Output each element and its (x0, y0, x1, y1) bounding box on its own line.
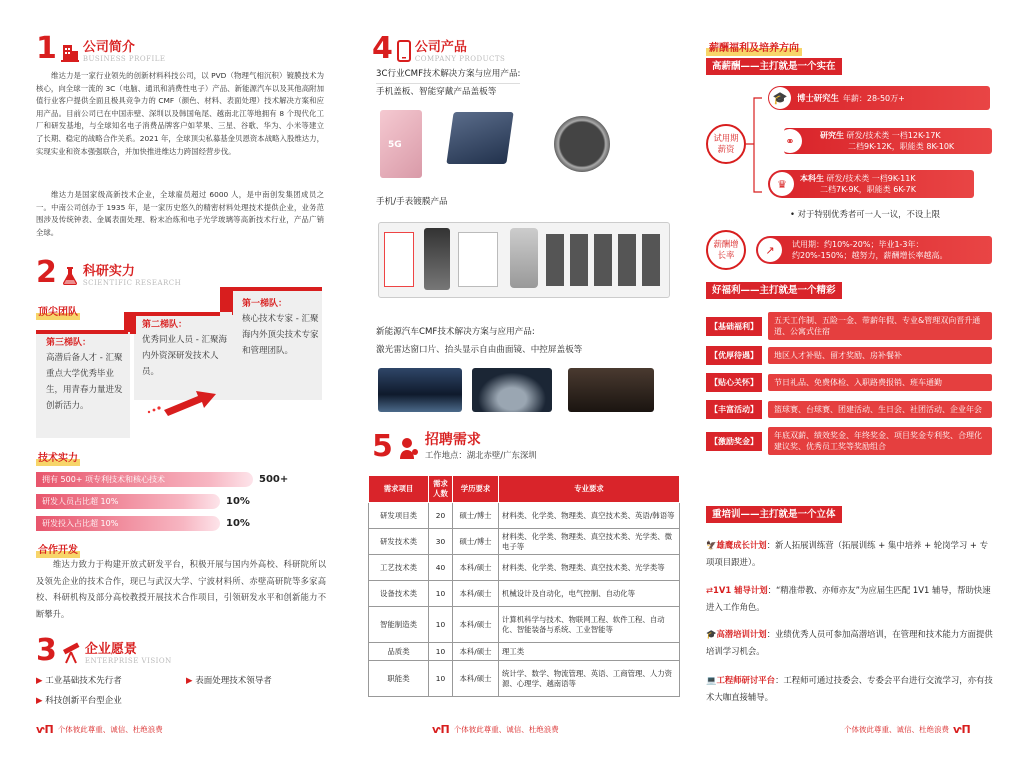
dashboard-image (568, 368, 654, 412)
building-icon (61, 42, 79, 62)
table-row (369, 661, 680, 697)
table-cell: 10 (429, 581, 453, 607)
recruit-header (372, 429, 537, 464)
recruit-location: 工作地点：湖北赤壁/广东深圳 (424, 450, 537, 460)
sol1-title: 3C行业CMF技术解决方案与应用产品: (376, 68, 520, 84)
sol1-items: 手机盖板、智能穿戴产品盖板等 (376, 87, 497, 97)
trophy-icon: ♛ (770, 172, 794, 196)
table-cell: 职能类 (369, 661, 429, 697)
section-subtitle: BUSINESS PROFILE (82, 55, 166, 63)
section-title: 公司产品 (414, 40, 467, 55)
column-left (0, 0, 340, 759)
tier-2: 第二梯队： 优秀同业人员 - 汇聚海内外资深研发技术人员。 (142, 320, 227, 377)
table-cell: 本科/硕士 (453, 643, 499, 661)
table-cell: 材料类、化学类、物理类、真空技术类、英语/韩语等 (499, 503, 680, 529)
table-cell: 20 (429, 503, 453, 529)
table-cell: 本科/硕士 (453, 661, 499, 697)
table-cell: 材料类、化学类、物理类、真空技术类、光学类、微电子等 (499, 529, 680, 555)
company-paragraph-2: 维达力是国家级高新技术企业，全球雇员超过 6000 人，是中南创发集团成员之一。中南公司创办于 1935 年，是一家历史悠久的精密材料处理技术提供企业，业务范围涉及传统钟表、金属表面处理、粉末冶炼和电子光学玻璃等高新技术行业，产品广销全球。 (36, 190, 324, 237)
vision-item: ▶ 表面处理技术领导者 (186, 676, 272, 686)
table-cell: 工艺技术类 (369, 555, 429, 581)
vision-header (36, 633, 172, 668)
bracket-icon (746, 96, 764, 194)
table-cell: 10 (429, 607, 453, 643)
table-row (369, 503, 680, 529)
master-salary: ⚭ 研究生 研发/技术类 一档12K-17K 二档9K-12K，职能类 8K-10K (784, 128, 992, 154)
training-item: 💻工程师研讨平台：工程师可通过技委会、专委会平台进行交流学习，亦有技术大咖直接辅导。 (706, 672, 996, 706)
telescope-icon (61, 642, 81, 664)
sol3-items: 激光雷达窗口片、抬头显示自由曲面镜、中控屏盖板等 (376, 345, 583, 355)
salary-note: • 对于特别优秀者可一人一议，不设上限 (790, 209, 940, 219)
person-icon (399, 436, 419, 460)
section-title: 招聘需求 (424, 432, 481, 448)
section-subtitle: SCIENTIFIC RESEARCH (82, 279, 182, 287)
table-cell: 理工类 (499, 643, 680, 661)
triangle-bullet-icon: ▶ (186, 676, 193, 686)
table-cell: 设备技术类 (369, 581, 429, 607)
table-header: 需求项目 (369, 476, 429, 503)
table-cell: 材料类、化学类、物理类、真空技术类、光学类等 (499, 555, 680, 581)
car-image (472, 368, 552, 412)
phd-salary: 🎓 博士研究生 年薪：28-50万+ (768, 86, 990, 110)
table-cell: 机械设计及自动化，电气控制、自动化等 (499, 581, 680, 607)
table-row (369, 555, 680, 581)
section-number: 5 (372, 429, 393, 464)
table-cell: 10 (429, 661, 453, 697)
benefit-item: 【贴心关怀】 节日礼品、免费体检、入职路费报销、班车通勤 (706, 373, 992, 392)
tech-bar (36, 512, 326, 534)
team-tag: 顶尖团队 (38, 307, 78, 318)
tech-bar (36, 490, 326, 512)
bachelor-salary: ♛ 本科生 研发/技术类 一档9K-11K 二档7K-9K，职能类 6K-7K (768, 170, 974, 198)
vtl-logo-icon: ⱱΠ (36, 723, 54, 736)
tech-tag: 技术实力 (38, 453, 78, 464)
coop-text: 维达力致力于构建开放式研发平台，积极开展与国内外高校、科研院所以及领先企业的技术合作，现已与武汉大学、宁波材料所、赤壁高研院等多家高校、科研机构及部分高校教授开展技术合作项目，引领研发水平和创新能力不断攀升。 (36, 559, 326, 619)
tech-bars (36, 468, 326, 534)
table-cell: 本科/硕士 (453, 581, 499, 607)
tech-bar-fill: 研发人员占比超 10% (36, 494, 220, 509)
research-header (36, 255, 182, 290)
diagram-box-icon (384, 232, 414, 287)
arrow-up-icon (146, 388, 220, 420)
table-row (369, 643, 680, 661)
triangle-bullet-icon: ▶ (36, 696, 43, 706)
table-cell: 研发项目类 (369, 503, 429, 529)
tech-bar-fill: 研发投入占比超 10% (36, 516, 220, 531)
table-row (369, 529, 680, 555)
tech-bar-value: 500+ (259, 473, 289, 485)
growth-badge: 薪酬增长率 (706, 230, 746, 270)
section-subtitle: COMPANY PRODUCTS (414, 55, 506, 63)
section-title: 科研实力 (82, 264, 135, 279)
graduation-cap-icon: 🎓 (706, 629, 717, 639)
tier-3: 第三梯队： 高潜后备人才 - 汇聚重点大学优秀毕业生，用青春力量进发创新活力。 (46, 338, 123, 411)
tablet-image (446, 112, 513, 164)
tier-1: 第一梯队： 核心技术专家 - 汇聚海内外顶尖技术专家和管理团队。 (242, 299, 319, 356)
table-header-row (369, 476, 680, 503)
mentor-icon: ⇄ (706, 585, 714, 595)
section-number: 1 (36, 31, 57, 66)
table-cell: 本科/硕士 (453, 555, 499, 581)
triangle-bullet-icon: ▶ (36, 676, 43, 686)
column-middle (340, 0, 684, 759)
diagram-phone-icon (424, 228, 450, 290)
tier-1-line (232, 287, 322, 291)
lidar-image (378, 368, 462, 412)
table-cell: 硕士/博士 (453, 503, 499, 529)
watch-image (554, 116, 610, 172)
company-header (36, 31, 166, 66)
section-number: 2 (36, 255, 57, 290)
recruit-table (368, 475, 680, 697)
handshake-icon: ⚭ (778, 129, 802, 153)
tier-2-line (134, 312, 220, 316)
table-cell: 品质类 (369, 643, 429, 661)
training-title: 重培训——主打就是一个立体 (706, 506, 842, 523)
table-cell: 智能制造类 (369, 607, 429, 643)
tech-bar-value: 10% (226, 495, 250, 507)
graduation-cap-icon: 🎓 (769, 87, 791, 109)
diagram-strap-icon (510, 228, 538, 288)
laptop-icon: 💻 (706, 675, 717, 685)
footer-right: 个体彼此尊重、诚信、杜绝浪费 ⱱΠ (844, 723, 971, 736)
sol3-title: 新能源汽车CMF技术解决方案与应用产品: (376, 327, 535, 337)
vtl-logo-icon: ⱱΠ (953, 723, 971, 736)
benefit-item: 【激励奖金】 年底双薪、绩效奖金、年终奖金、项目奖金专利奖、合理化建议奖、优秀员工奖等奖励组合 (706, 427, 992, 455)
table-header: 学历要求 (453, 476, 499, 503)
trial-salary-badge: 试用期薪资 (706, 124, 746, 164)
eagle-icon: 🦅 (706, 540, 717, 550)
welfare-title: 薪酬福利及培养方向 (706, 36, 802, 56)
training-item: 🎓高潜培训计划：业绩优秀人员可参加高潜培训，在管理和技术能力方面提供培训学习机会。 (706, 626, 996, 660)
benefit-item: 【丰富活动】 篮球赛、台球赛、团建活动、生日会、社团活动、企业年会 (706, 400, 992, 419)
vision-item: ▶ 工业基础技术先行者 (36, 676, 122, 686)
table-cell: 研发技术类 (369, 529, 429, 555)
table-header: 专业要求 (499, 476, 680, 503)
benefit-item: 【基础福利】 五天工作制、五险一金、带薪年假、专业&管理双向晋升通道、公寓式住宿 (706, 312, 992, 340)
benefit-list (706, 312, 992, 455)
section-subtitle: ENTERPRISE VISION (84, 657, 172, 665)
tier-1-step (220, 287, 233, 315)
vtl-logo-icon: ⱱΠ (432, 723, 450, 736)
table-cell: 本科/硕士 (453, 607, 499, 643)
section-number: 3 (36, 633, 57, 668)
phone-5g-badge: 5G (388, 140, 402, 150)
table-cell: 硕士/博士 (453, 529, 499, 555)
table-row (369, 581, 680, 607)
sol2-title: 手机/手表镀膜产品 (376, 197, 448, 207)
diagram-watches-icon (546, 234, 666, 286)
tier-3-line (36, 330, 128, 334)
tech-bar (36, 468, 326, 490)
table-cell: 30 (429, 529, 453, 555)
products-header (372, 31, 506, 66)
chart-growth-icon: ↗ (758, 238, 782, 262)
section-title: 公司简介 (82, 40, 135, 55)
table-cell: 10 (429, 643, 453, 661)
table-cell: 计算机科学与技术、物联网工程、软件工程、自动化、智能装备与系统、工业智能等 (499, 607, 680, 643)
footer-middle: ⱱΠ 个体彼此尊重、诚信、杜绝浪费 (432, 723, 559, 736)
column-right (684, 0, 1024, 759)
training-item: ⇄1V1 辅导计划：“精准带教、亦师亦友”为应届生匹配 1V1 辅导，帮助快速进入工作角色。 (706, 582, 996, 616)
growth-rate: ↗ 试用期：约10%-20%；毕业1-3年： 约20%-150%；越努力，薪酬增长率越高。 (756, 236, 992, 264)
diagram-layers-icon (458, 232, 498, 287)
company-paragraph-1: 维达力是一家行业领先的创新材料科技公司，以 PVD（物理气相沉积）镀膜技术为核心，向全球一流的 3C（电脑、通讯和消费性电子）产品、新能源汽车以及其他高附加值行业客户提供全面且极具竞争力的 CMF（颜色、材料、表面处理）技术解决方案和应用产品。目前公司已在中国赤壁、深圳以及韩国龟尾、越南北江等地拥有 8 个现代化工厂和研发基地，与全球知名电子消费品牌客户如苹果、三星、谷歌、华为、小米等建立了长期、稳定的战略合作关系。2021 年，全球顶尖私募基金贝恩资本战略入股维达力，实现实业和资本强强联合，并加快推进维达力跨国经营步伐。 (36, 71, 324, 156)
tech-bar-value: 10% (226, 517, 250, 529)
benefit-title: 好福利——主打就是一个精彩 (706, 282, 842, 299)
table-cell: 40 (429, 555, 453, 581)
flask-icon (61, 266, 79, 286)
footer-left: ⱱΠ 个体彼此尊重、诚信、杜绝浪费 (36, 723, 163, 736)
salary-title: 高薪酬——主打就是一个实在 (706, 58, 842, 75)
table-header: 需求人数 (429, 476, 453, 503)
section-number: 4 (372, 31, 393, 66)
table-row (369, 607, 680, 643)
coop-tag: 合作开发 (38, 545, 78, 556)
phone-icon (397, 40, 411, 62)
section-title: 企业愿景 (84, 642, 137, 657)
tech-bar-fill: 拥有 500+ 项专利技术和核心技术 (36, 472, 253, 487)
vision-item: ▶ 科技创新平台型企业 (36, 696, 122, 706)
table-cell: 统计学、数学、物流管理、英语、工商管理、人力资源、心理学、越南语等 (499, 661, 680, 697)
benefit-item: 【优厚待遇】 地区人才补贴、留才奖励、房补餐补 (706, 346, 992, 365)
training-item: 🦅雄鹰成长计划：新人拓展训练营（拓展训练 + 集中培养 + 轮岗学习 + 专项项目跟进）。 (706, 537, 996, 571)
